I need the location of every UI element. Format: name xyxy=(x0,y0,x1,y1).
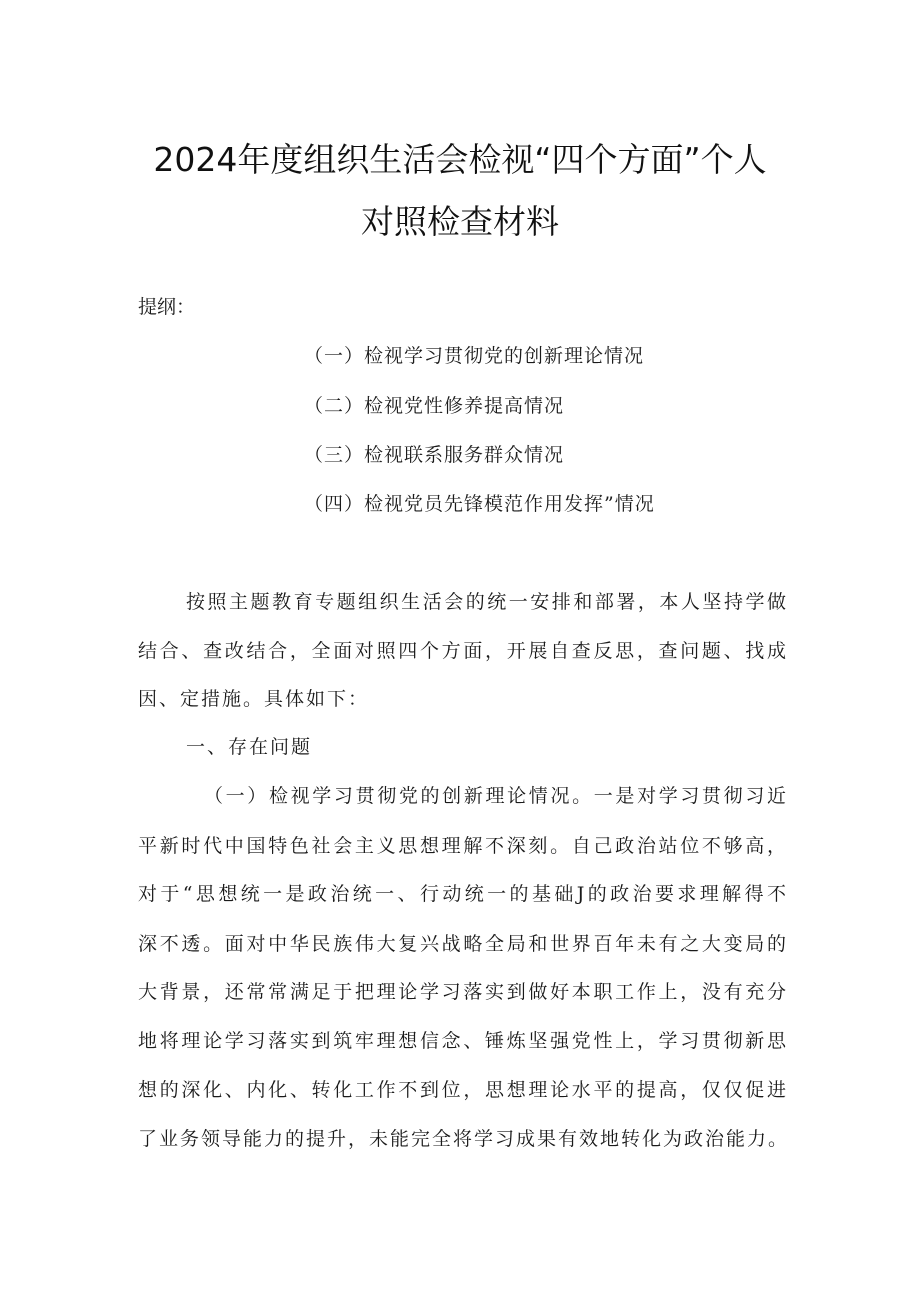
intro-paragraph-line: 因、定措施。具体如下： xyxy=(138,688,370,710)
section-paragraph-line: 想的深化、内化、转化工作不到位，思想理论水平的提高，仅仅促进 xyxy=(138,1079,788,1101)
intro-paragraph-line: 按照主题教育专题组织生活会的统一安排和部署，本人坚持学做 xyxy=(186,591,788,613)
section-paragraph-line: （一）检视学习贯彻党的创新理论情况。一是对学习贯彻习近 xyxy=(204,785,788,807)
section-heading: 一、存在问题 xyxy=(186,736,313,758)
outline-item: （三）检视联系服务群众情况 xyxy=(304,444,565,466)
outline-item: （二）检视党性修养提高情况 xyxy=(304,395,565,417)
document-title-line-1: 2024年度组织生活会检视“四个方面”个人 xyxy=(153,140,767,179)
section-paragraph-line: 大背景，还常常满足于把理论学习落实到做好本职工作上，没有充分 xyxy=(138,981,788,1003)
outline-label: 提纲： xyxy=(138,296,196,318)
section-paragraph-line: 深不透。面对中华民族伟大复兴战略全局和世界百年未有之大变局的 xyxy=(138,933,788,955)
section-paragraph-line: 地将理论学习落实到筑牢理想信念、锤炼坚强党性上，学习贯彻新思 xyxy=(138,1030,788,1052)
section-paragraph-line: 对于“思想统一是政治统一、行动统一的基础J的政治要求理解得不 xyxy=(138,883,788,905)
document-title-line-2: 对照检查材料 xyxy=(361,202,559,241)
section-paragraph-line: 平新时代中国特色社会主义思想理解不深刻。自己政治站位不够高， xyxy=(138,835,788,857)
section-paragraph-line: 了业务领导能力的提升，未能完全将学习成果有效地转化为政治能力。 xyxy=(138,1128,790,1150)
outline-item: （四）检视党员先锋模范作用发挥”情况 xyxy=(304,493,655,515)
intro-paragraph-line: 结合、查改结合，全面对照四个方面，开展自查反思，查问题、找成 xyxy=(138,640,788,662)
outline-item: （一）检视学习贯彻党的创新理论情况 xyxy=(304,345,645,367)
